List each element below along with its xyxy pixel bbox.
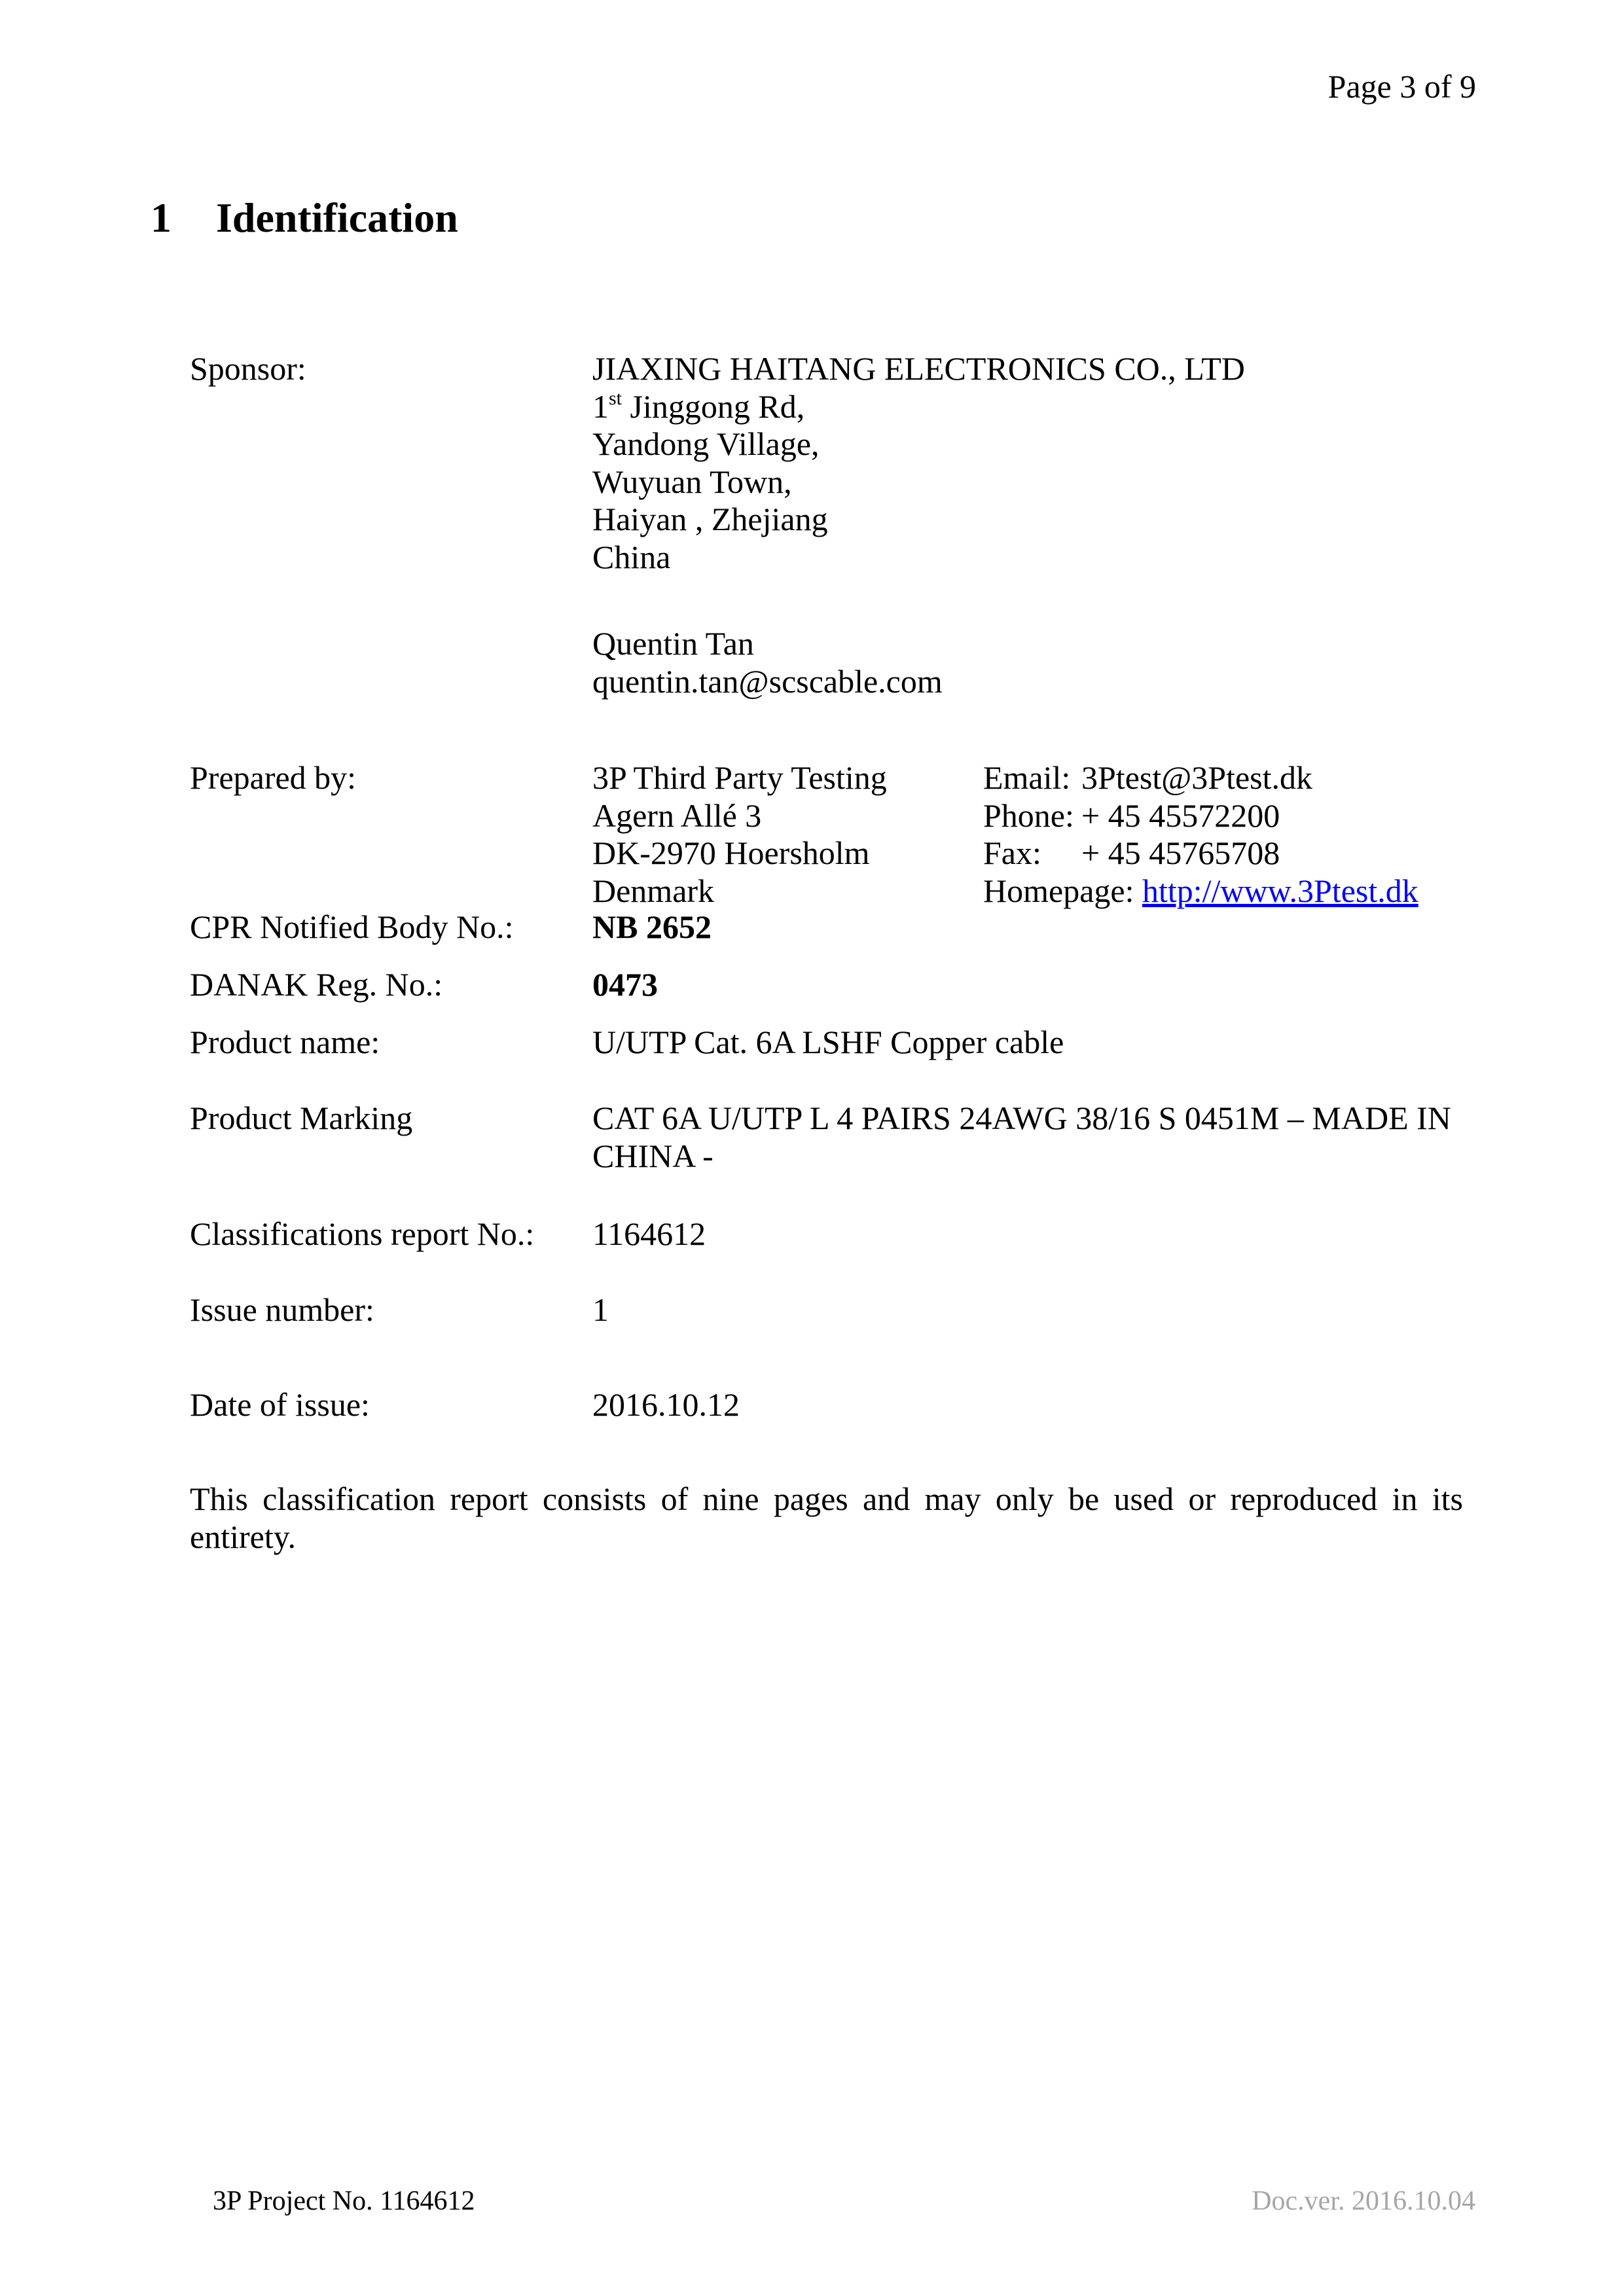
fax-label: Fax: [983,834,1041,871]
field-classifications-report-no [190,1215,1473,1253]
sponsor-value [592,350,1473,700]
section-heading [151,194,458,242]
sponsor-address-line: Wuyuan Town, [592,463,792,500]
page-footer [213,2185,1475,2217]
sponsor-company: JIAXING HAITANG ELECTRONICS CO., LTD [592,350,1245,387]
contact-phone-line [983,797,1418,835]
sponsor-address-line: Yandong Village, [592,425,820,462]
email-label: Email: [983,759,1071,796]
field-label: Product Marking [190,1100,413,1136]
field-label: Product name: [190,1024,380,1060]
sponsor-contact-name: Quentin Tan [592,625,754,662]
sponsor-contact-email: quentin.tan@scscable.com [592,662,943,700]
phone-label: Phone: [983,797,1074,834]
field-value: 1164612 [592,1215,706,1252]
field-value: 2016.10.12 [592,1386,740,1423]
sponsor-address-line: China [592,538,671,575]
entirety-note: This classification report consists of nine pages and may only be used or reproduced in its entirety. [190,1480,1463,1555]
sponsor-contact [592,625,1473,700]
field-label: Issue number: [190,1291,374,1328]
fax-value: + 45 45765708 [1081,834,1280,871]
homepage-label: Homepage: [983,872,1134,909]
sponsor-block [190,350,1473,700]
field-cpr-notified-body [190,908,1473,946]
field-value: 0473 [592,966,658,1003]
address-street-rest: Jinggong Rd, [622,387,805,425]
field-label: Date of issue: [190,1386,370,1423]
sponsor-address-line [592,388,1473,426]
prepared-address-line: Agern Allé 3 [592,797,762,834]
address-street-number: 1 [592,387,609,425]
field-value: 1 [592,1291,609,1328]
email-value: 3Ptest@3Ptest.dk [1081,759,1313,796]
footer-project-number: 3P Project No. 1164612 [213,2186,475,2216]
field-date-of-issue [190,1386,1473,1424]
prepared-by-address [592,759,983,910]
prepared-address-line: DK-2970 Hoersholm [592,834,870,871]
homepage-link[interactable]: http://www.3Ptest.dk [1142,872,1418,909]
field-label: CPR Notified Body No.: [190,908,514,945]
prepared-address-line: Denmark [592,872,715,909]
field-product-marking [190,1100,1473,1175]
section-number: 1 [151,194,171,241]
field-value: NB 2652 [592,908,712,945]
section-title: Identification [216,194,458,241]
field-label: DANAK Reg. No.: [190,966,443,1003]
field-danak-reg-no [190,966,1473,1004]
phone-value: + 45 45572200 [1081,797,1280,834]
contact-homepage-line [983,872,1418,910]
contact-fax-line [983,834,1418,872]
prepared-address-line: 3P Third Party Testing [592,759,887,796]
sponsor-label: Sponsor: [190,350,306,387]
field-value: U/UTP Cat. 6A LSHF Copper cable [592,1024,1064,1060]
homepage-label-gap [1134,872,1142,909]
sponsor-address-line: Haiyan , Zhejiang [592,501,828,537]
field-product-name [190,1024,1473,1062]
field-issue-number [190,1291,1473,1329]
address-ordinal-suffix: st [609,387,623,409]
field-value: CAT 6A U/UTP L 4 PAIRS 24AWG 38/16 S 0451M – MADE IN CHINA - [592,1100,1451,1174]
footer-doc-version: Doc.ver. 2016.10.04 [1252,2186,1475,2216]
prepared-by-block [190,759,1418,910]
prepared-by-label: Prepared by: [190,759,357,796]
field-label: Classifications report No.: [190,1215,535,1252]
page-number: Page 3 of 9 [1327,68,1476,105]
contact-email-line [983,759,1418,797]
prepared-by-contact [983,759,1418,910]
